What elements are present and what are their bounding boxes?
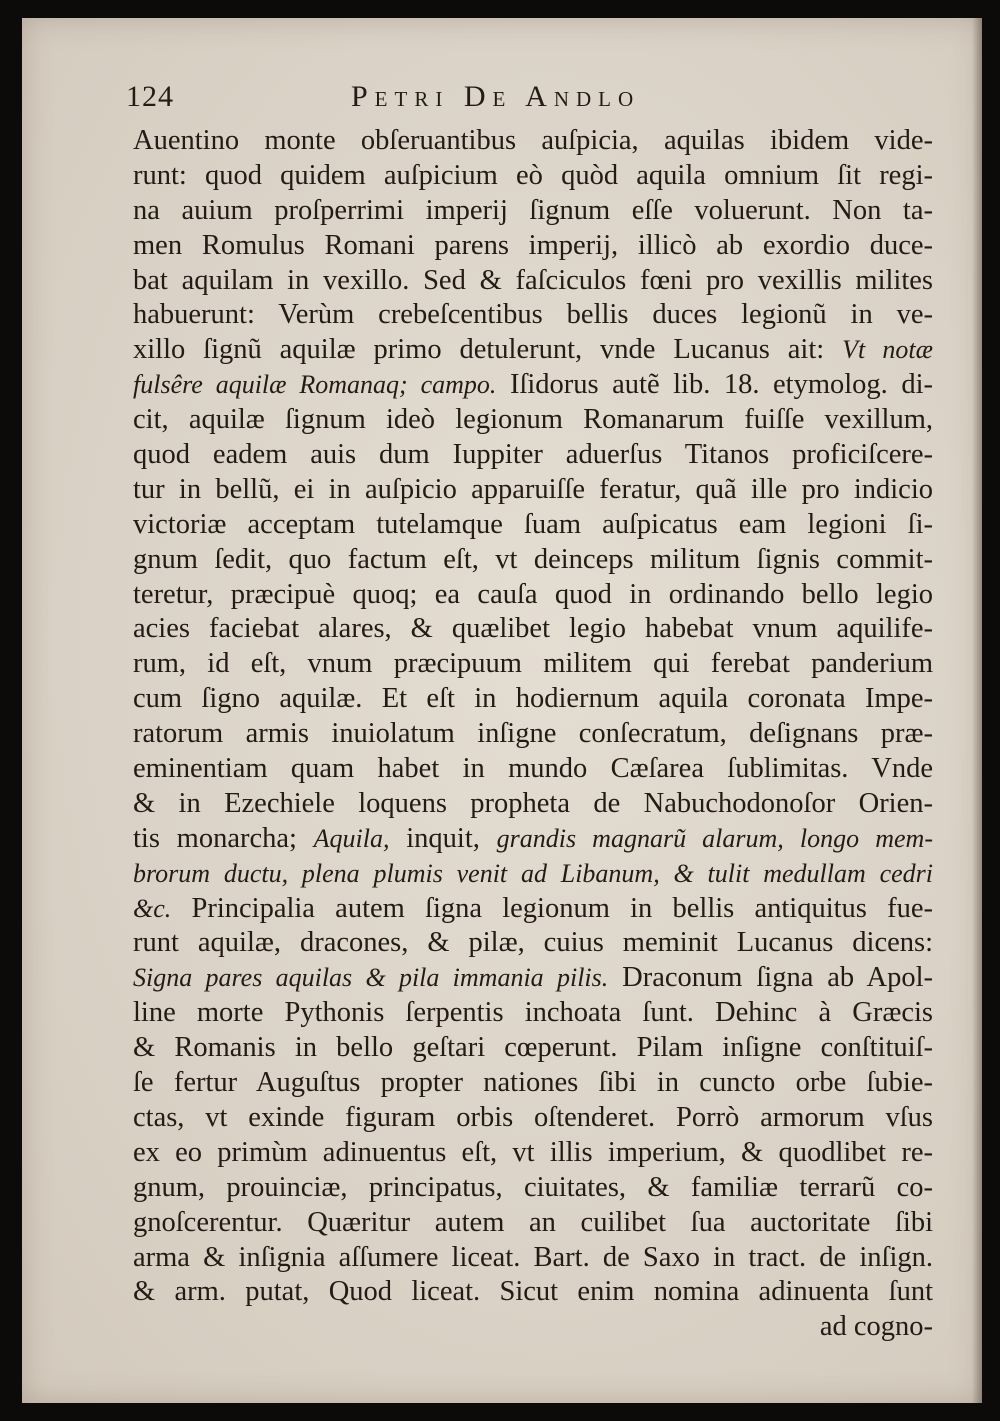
text-line [133,1066,933,1101]
catchword: ad cogno- [819,1311,933,1343]
page-header [126,80,876,120]
text-segment: gnoſcerentur. Quæritur autem an cuilibet ſua auctoritate ſibi [133,1206,933,1238]
text-segment: cum ſigno aquilæ. Et eſt in hodiernum aquila coronata Impe- [133,683,933,715]
text-line [133,229,933,264]
text-line [133,403,933,438]
text-line [133,717,933,752]
text-segment: & Romanis in bello geſtari cœperunt. Pilam inſigne conſtituiſ- [133,1032,933,1064]
text-line [133,473,933,508]
text-segment: Auentino monte obſeruantibus auſpicia, aquilas ibidem vide- [133,125,933,156]
text-segment: arma & inſignia aſſumere liceat. Bart. de Saxo in tract. de inſign. [133,1241,933,1273]
text-segment: runt aquilæ, dracones, & pilæ, cuius meminit Lucanus dicens: [133,927,933,959]
italic-segment: &c. [133,893,172,923]
text-segment: tur in bellũ, ei in auſpicio apparuiſſe feratur, quã ille pro indicio [133,473,933,505]
running-title: Petri De Andlo [351,80,641,113]
italic-segment: brorum ductu, plena plumis venit ad Libanum, & tulit medullam cedri [133,858,933,888]
text-segment: Iſidorus autẽ lib. 18. etymolog. di- [496,369,933,401]
text-line [133,612,933,647]
italic-segment: fulsêre aquilæ Romanaq; campo. [133,370,497,400]
text-line [133,124,933,159]
text-line [133,682,933,717]
page-edge-shadow [972,18,982,1403]
text-line [133,194,933,229]
text-segment: inquit, [389,822,497,854]
text-line [133,264,933,299]
text-segment: habuerunt: Verùm crebeſcentibus bellis duces legionũ in ve- [133,299,933,331]
text-segment: gnum, prouinciæ, principatus, ciuitates, & familiæ terrarũ co- [133,1171,933,1203]
text-line [133,752,933,787]
text-segment: Draconum ſigna ab Apol- [608,962,933,994]
text-line [133,647,933,682]
text-line [133,857,933,892]
text-line [133,1206,933,1241]
text-line [133,438,933,473]
text-line [133,961,933,996]
text-line [133,1101,933,1136]
text-line [133,926,933,961]
text-segment: xillo ſignũ aquilæ primo detulerunt, vnde Lucanus ait: [133,334,843,366]
text-segment: ratorum armis inuiolatum inſigne conſecratum, deſignans præ- [133,718,933,750]
text-segment: bat aquilam in vexillo. Sed & faſciculos fœni pro vexillis milites [133,264,933,296]
text-segment: quod eadem auis dum Iuppiter aduerſus Titanos proficiſcere- [133,439,933,471]
italic-segment: Aquila, [313,823,390,853]
text-line [133,298,933,333]
text-segment: & in Ezechiele loquens propheta de Nabuchodonoſor Orien- [133,787,933,819]
italic-segment: Signa pares aquilas & pila immania pilis. [133,963,609,993]
text-line [133,822,933,857]
text-segment: acies faciebat alares, & quælibet legio habebat vnum aquilife- [133,613,933,645]
text-line [133,892,933,927]
page-number: 124 [126,80,174,113]
text-segment: runt: quod quidem auſpicium eò quòd aquila omnium ſit regi- [133,159,933,191]
text-segment: victoriæ acceptam tutelamque ſuam auſpicatus eam legioni ſi- [133,508,933,540]
text-segment: & arm. putat, Quod liceat. Sicut enim nomina adinuenta ſunt [133,1276,933,1308]
text-line [133,787,933,822]
text-segment: tis monarcha; [133,822,314,854]
italic-segment: grandis magnarũ alarum, longo mem- [496,823,933,853]
text-segment: na auium proſperrimi imperij ſignum eſſe voluerunt. Non ta- [133,194,933,226]
text-segment: eminentiam quam habet in mundo Cæſarea ſublimitas. Vnde [133,753,933,785]
text-line [133,1031,933,1066]
body-text [133,124,933,1345]
text-line [133,1171,933,1206]
text-segment: line morte Pythonis ſerpentis inchoata ſunt. Dehinc à Græcis [133,997,933,1029]
text-line [133,543,933,578]
text-line [133,1275,933,1310]
text-segment: ſe fertur Auguſtus propter nationes ſibi in cuncto orbe ſubie- [133,1067,933,1099]
text-segment: Principalia autem ſigna legionum in bellis antiquitus fue- [171,892,933,924]
text-line [133,578,933,613]
text-line [133,996,933,1031]
text-line [133,1241,933,1276]
text-line [133,508,933,543]
text-segment: ctas, vt exinde figuram orbis oſtenderet. Porrò armorum vſus [133,1101,933,1133]
text-segment: ex eo primùm adinuentus eſt, vt illis imperium, & quodlibet re- [133,1136,933,1168]
text-line [133,368,933,403]
text-segment: men Romulus Romani parens imperij, illicò ab exordio duce- [133,229,933,261]
text-segment: teretur, præcipuè quoq; ea cauſa quod in ordinando bello legio [133,578,933,610]
text-segment: gnum ſedit, quo factum eſt, vt deinceps militum ſignis commit- [133,543,933,575]
text-line [133,1136,933,1171]
text-segment: cit, aquilæ ſignum ideò legionum Romanarum fuiſſe vexillum, [133,404,933,436]
italic-segment: Vt notæ [842,335,933,365]
text-segment: rum, id eſt, vnum præcipuum militem qui ferebat panderium [133,648,933,680]
text-line [133,333,933,368]
text-line [133,159,933,194]
